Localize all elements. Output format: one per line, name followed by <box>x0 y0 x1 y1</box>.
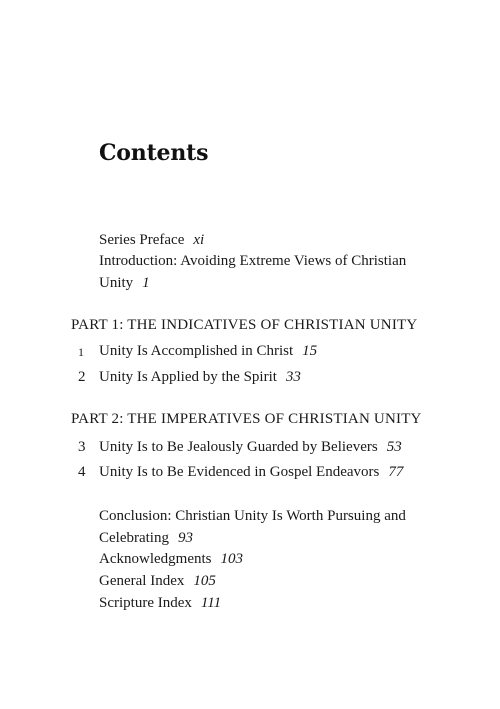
toc-entry-label: Introduction: Avoiding Extreme Views of Christian Unity <box>99 253 407 291</box>
toc-page-number: 1 <box>142 274 150 291</box>
toc-entry-acknowledgments[interactable] <box>99 549 419 571</box>
toc-entry-label: Unity Is to Be Evidenced in Gospel Endeavors <box>99 464 380 480</box>
part-heading: PART 2: THE IMPERATIVES OF CHRISTIAN UNITY <box>71 411 422 427</box>
toc-page-number: 105 <box>193 573 216 589</box>
toc-page-number: 33 <box>285 369 301 385</box>
chapter-number: 3 <box>78 439 86 455</box>
toc-page-number: 93 <box>177 529 193 546</box>
toc-entry-scripture-index[interactable] <box>99 593 419 615</box>
chapter-number: 4 <box>78 464 86 480</box>
toc-entry-series-preface[interactable] <box>99 230 419 252</box>
toc-entry-label: General Index <box>99 573 185 589</box>
toc-page-number: 53 <box>386 439 402 455</box>
toc-page-number: 103 <box>220 551 243 567</box>
toc-entry-label: Scripture Index <box>99 595 192 611</box>
toc-entry-chapter-2[interactable] <box>99 367 419 389</box>
page-title: Contents <box>99 140 209 166</box>
toc-entry-introduction[interactable] <box>99 251 409 294</box>
toc-page-number: 111 <box>200 595 222 611</box>
toc-entry-conclusion[interactable] <box>99 506 409 549</box>
chapter-number: 2 <box>78 369 86 385</box>
toc-entry-chapter-1[interactable] <box>99 341 419 363</box>
toc-page-number: 77 <box>388 464 404 480</box>
toc-entry-general-index[interactable] <box>99 571 419 593</box>
toc-entry-label: Conclusion: Christian Unity Is Worth Pursuing and Celebrating <box>99 508 406 546</box>
toc-entry-chapter-3[interactable] <box>99 437 439 459</box>
toc-page-number: xi <box>193 232 205 248</box>
toc-entry-label: Unity Is to Be Jealously Guarded by Believers <box>99 439 378 455</box>
toc-page-number: 15 <box>302 343 318 359</box>
part-heading: PART 1: THE INDICATIVES OF CHRISTIAN UNITY <box>71 317 418 333</box>
toc-entry-chapter-4[interactable] <box>99 462 439 484</box>
toc-entry-label: Acknowledgments <box>99 551 212 567</box>
toc-entry-label: Unity Is Applied by the Spirit <box>99 369 277 385</box>
toc-entry-label: Series Preface <box>99 232 185 248</box>
toc-entry-label: Unity Is Accomplished in Christ <box>99 343 294 359</box>
chapter-number: 1 <box>78 345 84 359</box>
